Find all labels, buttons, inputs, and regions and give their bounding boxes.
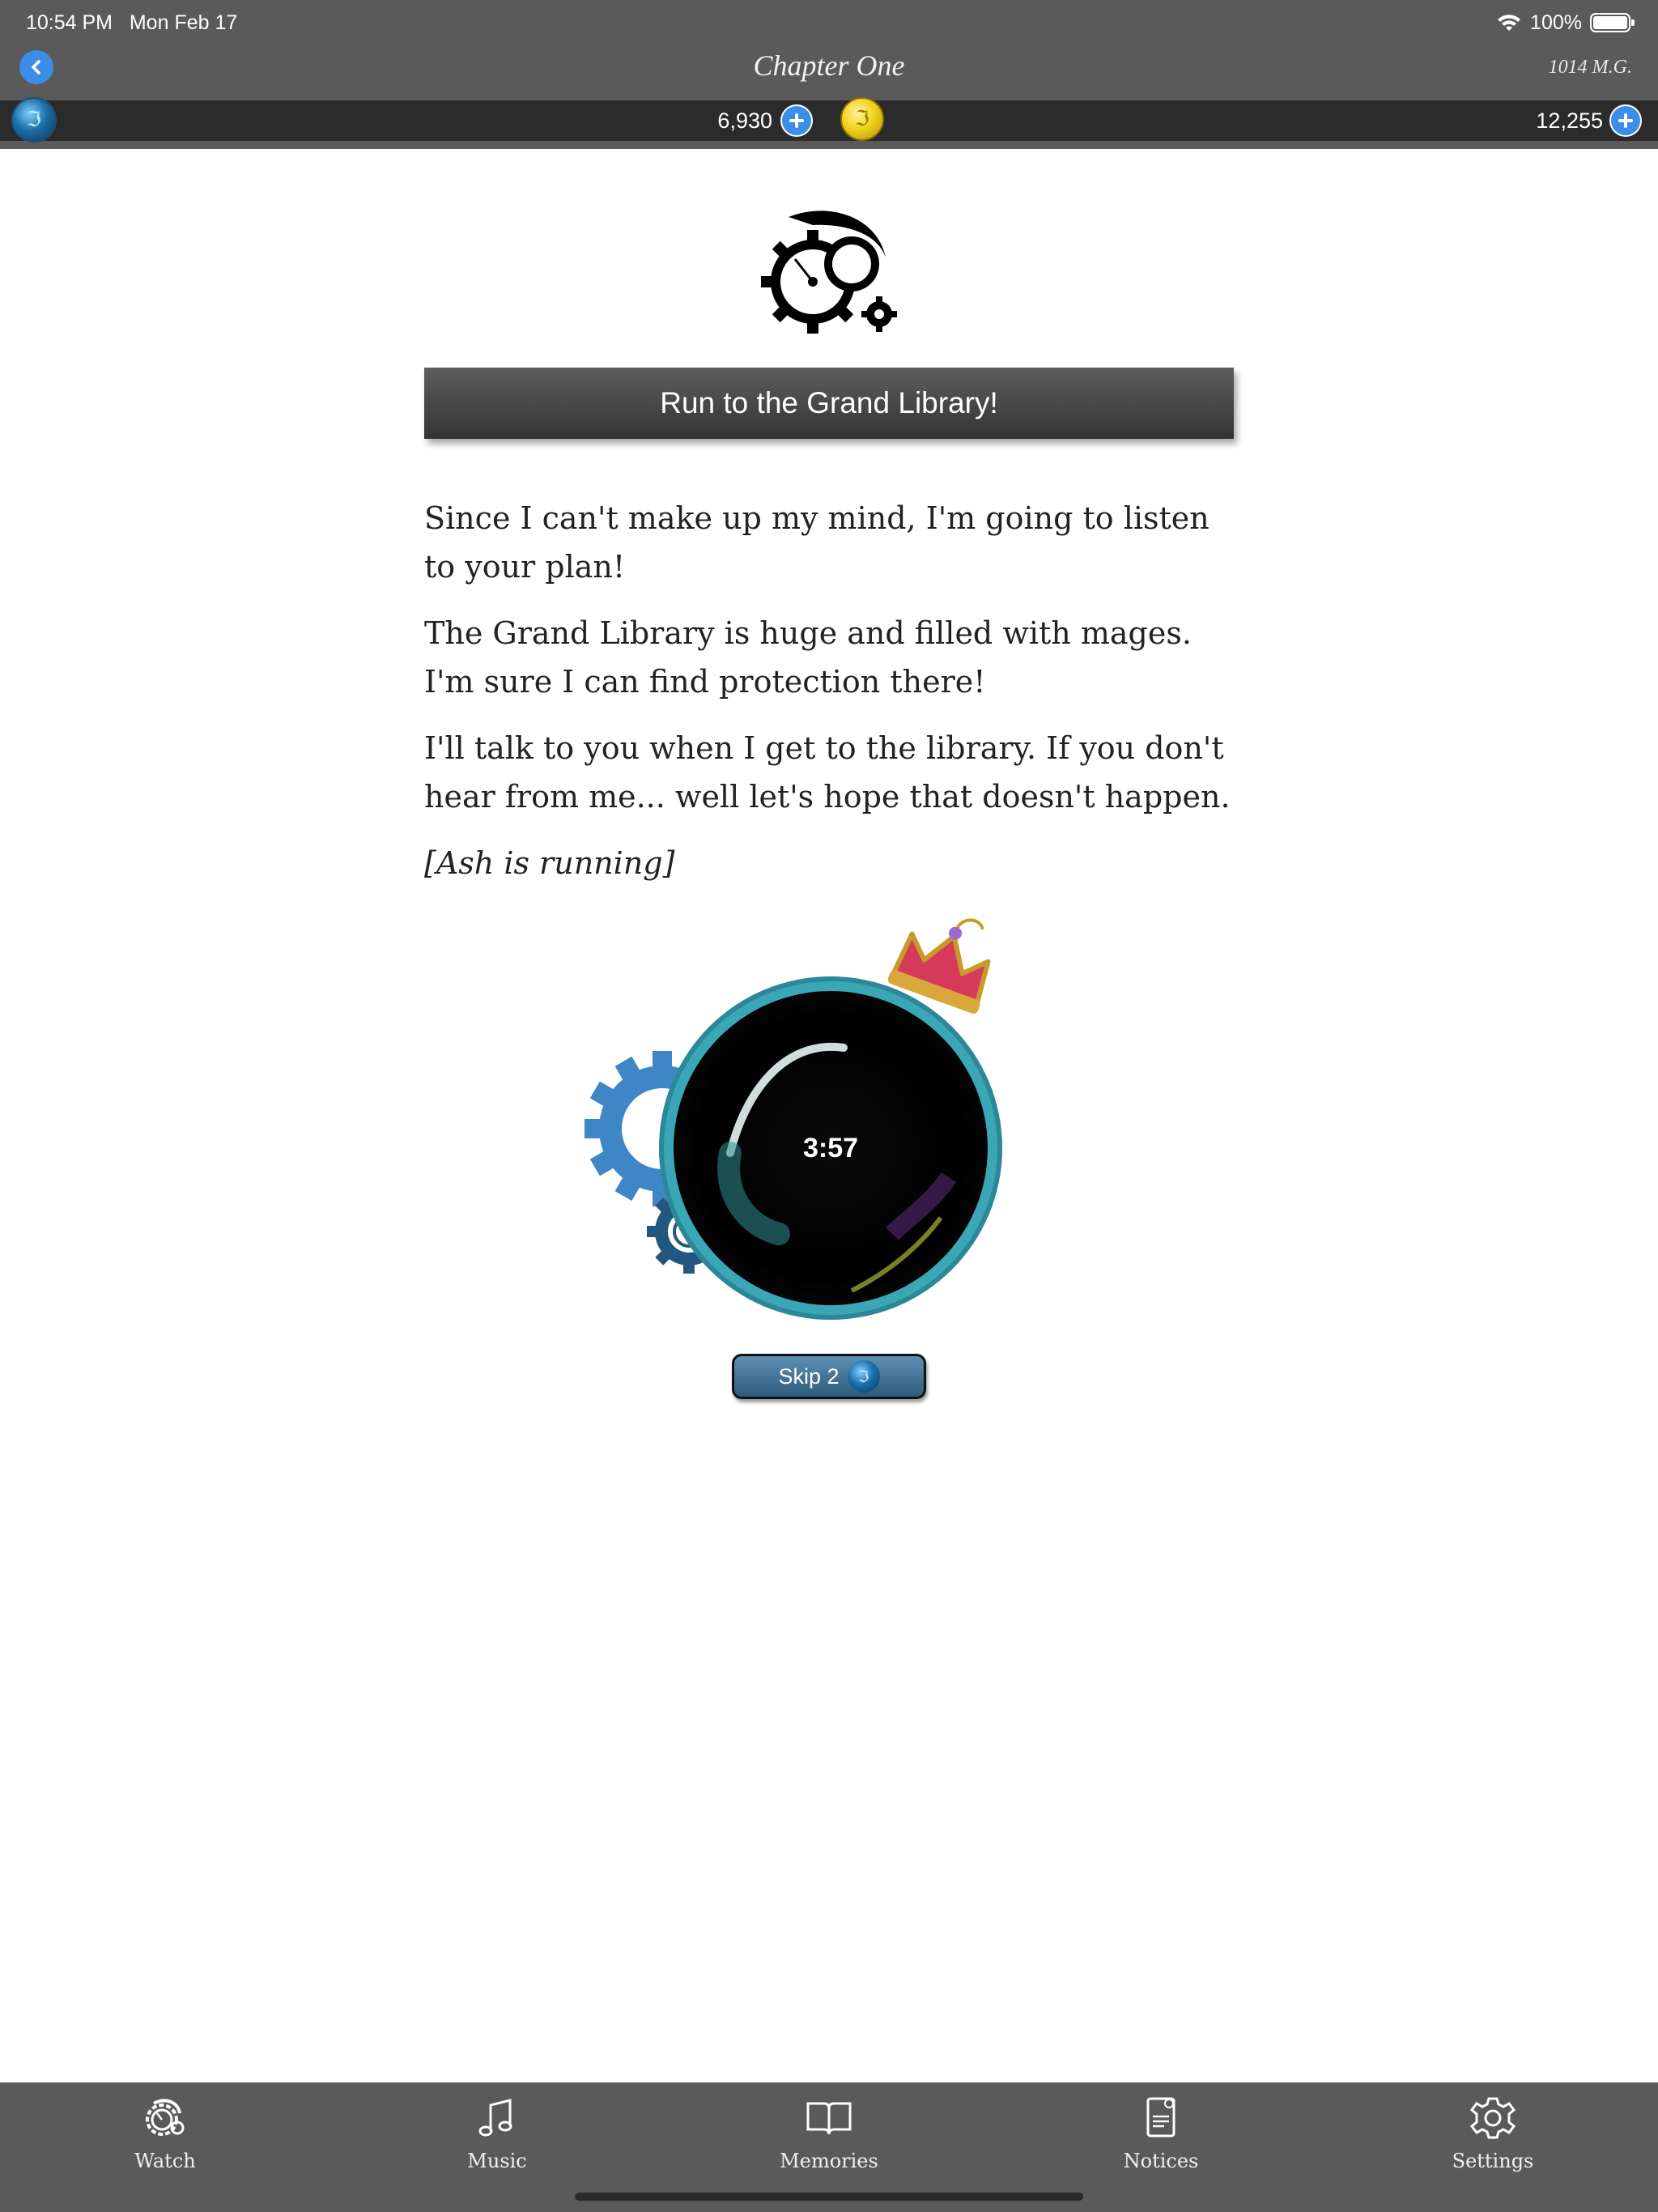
gem-icon[interactable] [11,97,57,143]
tab-label: Music [467,2150,527,2172]
timer-countdown: 3:57 [802,1133,859,1163]
gem-icon [848,1360,880,1393]
timer-orb [659,976,1002,1320]
book-icon [805,2094,853,2142]
plus-icon [788,112,806,130]
tab-watch[interactable] [84,2094,246,2175]
crown-icon [882,902,1004,1023]
battery-icon [1590,13,1630,32]
battery-percent: 100% [1530,11,1582,34]
choice-banner: Run to the Grand Library! [424,368,1234,439]
tab-label: Watch [134,2150,196,2172]
top-bar [0,0,1658,149]
tab-notices[interactable] [1080,2094,1242,2175]
skip-button[interactable] [732,1354,926,1399]
home-indicator[interactable] [575,2193,1083,2201]
status-right [1496,6,1630,39]
plus-icon [1617,112,1635,130]
add-gems-button[interactable] [780,104,813,137]
world-date: 1014 M.G. [1548,57,1632,78]
story-paragraph: I'll talk to you when I get to the library. If you don't hear from me... well let's hope that doesn't happen. [424,730,1231,815]
watch-icon [141,2094,189,2142]
clockwork-logo-icon [756,201,902,338]
tab-settings[interactable] [1412,2094,1574,2175]
tab-label: Settings [1452,2150,1534,2172]
narration-text: [Ash is running] [424,845,675,881]
coin-icon [840,97,884,141]
page-title: Chapter One [753,49,905,82]
story-text [424,494,1242,905]
story-paragraph: Since I can't make up my mind, I'm going to listen to your plan! [424,500,1209,585]
wifi-icon [1496,13,1522,32]
notice-icon [1137,2094,1185,2142]
music-note-icon [473,2094,521,2142]
add-coins-button[interactable] [1609,104,1642,137]
tab-label: Notices [1123,2150,1199,2172]
currency-bar [0,100,1658,141]
gem-count: 6,930 [717,108,772,133]
tab-label: Memories [780,2150,878,2172]
coin-count: 12,255 [1536,108,1603,133]
status-time: 10:54 PM Mon Feb 17 [26,11,238,34]
wait-timer [581,902,1002,1323]
skip-label: Skip 2 [778,1363,840,1389]
tab-music[interactable] [416,2094,578,2175]
story-paragraph: The Grand Library is huge and filled with mages. I'm sure I can find protection there! [424,615,1192,700]
gear-icon [1469,2094,1517,2142]
tab-memories[interactable] [748,2094,910,2175]
